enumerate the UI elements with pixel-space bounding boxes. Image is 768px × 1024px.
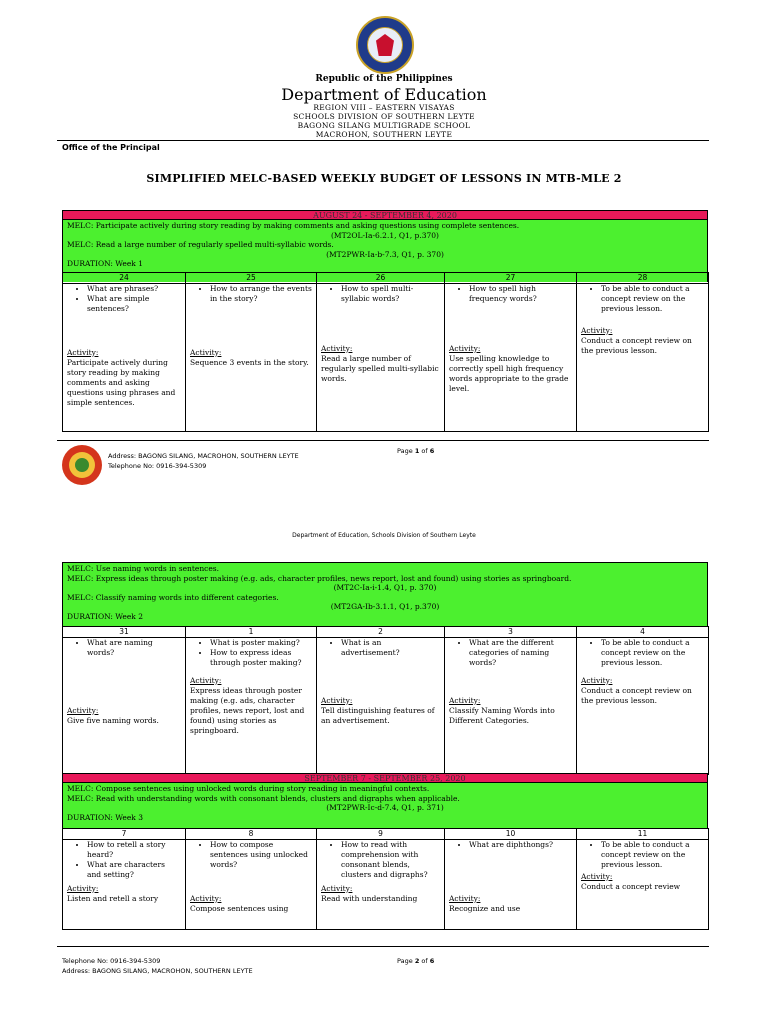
melc-text: MELC: Use naming words in sentences. bbox=[67, 564, 220, 573]
duration-label: DURATION: Week 1 bbox=[67, 259, 143, 268]
date-range-bar: SEPTEMBER 7 - SEPTEMBER 25, 2020 bbox=[62, 773, 708, 783]
republic-text: Republic of the Philippines bbox=[315, 74, 453, 84]
activity-text: Express ideas through poster making (e.g. ads, character profiles, news report, lost and found) using stories as springboard. bbox=[190, 686, 305, 735]
day-number: 7 bbox=[63, 829, 186, 840]
objective-item: • What is poster making? bbox=[210, 638, 312, 648]
day-cell bbox=[63, 284, 186, 432]
activity-label: Activity: bbox=[449, 894, 481, 903]
objective-item: • What are phrases? bbox=[87, 284, 181, 294]
melc-text: MELC: Participate actively during story reading by making comments and asking questions using complete sentences. bbox=[67, 221, 520, 230]
date-range-bar: AUGUST 24 - SEPTEMBER 4, 2020 bbox=[62, 210, 708, 220]
melc-box bbox=[62, 562, 708, 626]
day-cell bbox=[186, 284, 317, 432]
footer-divider bbox=[57, 440, 709, 441]
activity-text: Give five naming words. bbox=[67, 716, 159, 725]
day-cell bbox=[186, 638, 317, 775]
activity-label: Activity: bbox=[67, 706, 99, 715]
day-number: 25 bbox=[186, 273, 317, 284]
day-cell bbox=[63, 840, 186, 930]
activity-text: Sequence 3 events in the story. bbox=[190, 358, 309, 367]
day-number: 26 bbox=[317, 273, 445, 284]
activity-label: Activity: bbox=[190, 676, 222, 685]
telephone-text: Telephone No: 0916-394-5309 bbox=[108, 462, 207, 470]
day-cell bbox=[63, 638, 186, 775]
day-cell bbox=[577, 840, 709, 930]
day-number: 28 bbox=[577, 273, 709, 284]
objective-item: • To be able to conduct a concept review on the previous lesson. bbox=[601, 840, 704, 870]
objective-item: • What are simple sentences? bbox=[87, 294, 181, 314]
day-cell bbox=[445, 840, 577, 930]
activity-text: Read a large number of regularly spelled multi-syllabic words. bbox=[321, 354, 439, 383]
objective-item: • How to spell multi-syllabic words? bbox=[341, 284, 440, 304]
objective-item: • To be able to conduct a concept review on the previous lesson. bbox=[601, 638, 704, 668]
activity-label: Activity: bbox=[190, 894, 222, 903]
melc-code: (MT2PWR-Ia-b-7.3, Q1, p. 370) bbox=[326, 249, 444, 259]
day-cell bbox=[317, 638, 445, 775]
melc-text: MELC: Compose sentences using unlocked words during story reading in meaningful contexts. bbox=[67, 784, 430, 793]
division-line: SCHOOLS DIVISION OF SOUTHERN LEYTE bbox=[293, 112, 475, 121]
page2-header: Department of Education, Schools Division of Southern Leyte bbox=[292, 532, 476, 539]
deped-seal-icon bbox=[356, 16, 414, 74]
day-cell bbox=[577, 284, 709, 432]
activity-label: Activity: bbox=[449, 344, 481, 353]
school-line: BAGONG SILANG MULTIGRADE SCHOOL bbox=[297, 121, 471, 130]
melc-box bbox=[62, 783, 708, 828]
activity-label: Activity: bbox=[449, 696, 481, 705]
melc-code: (MT2GA-Ib-3.1.1, Q1, p.370) bbox=[330, 602, 440, 611]
day-cell bbox=[577, 638, 709, 775]
document-title: SIMPLIFIED MELC-BASED WEEKLY BUDGET OF LESSONS IN MTB-MLE 2 bbox=[146, 172, 622, 185]
activity-label: Activity: bbox=[321, 884, 353, 893]
activity-label: Activity: bbox=[581, 676, 613, 685]
activity-text: Conduct a concept review on the previous lesson. bbox=[581, 336, 692, 355]
page-number: Page 1 of 6 bbox=[397, 447, 435, 455]
activity-text: Use spelling knowledge to correctly spell high frequency words appropriate to the grade level. bbox=[449, 354, 569, 393]
week2-table bbox=[62, 626, 709, 775]
activity-label: Activity: bbox=[321, 344, 353, 353]
melc-text: MELC: Classify naming words into different categories. bbox=[67, 592, 279, 602]
objective-item: • How to express ideas through poster making? bbox=[210, 648, 312, 668]
address-text: Address: BAGONG SILANG, MACROHON, SOUTHERN LEYTE bbox=[62, 967, 253, 975]
activity-text: Conduct a concept review bbox=[581, 882, 681, 891]
day-number: 10 bbox=[445, 829, 577, 840]
week3-block bbox=[62, 773, 708, 828]
activity-label: Activity: bbox=[581, 326, 613, 335]
day-cell bbox=[445, 638, 577, 775]
day-number: 2 bbox=[317, 627, 445, 638]
melc-text: MELC: Express ideas through poster making (e.g. ads, character profiles, news report, lost and found) using stories as springboard. bbox=[67, 573, 572, 583]
day-cell bbox=[445, 284, 577, 432]
day-number: 4 bbox=[577, 627, 709, 638]
activity-text: Listen and retell a story bbox=[67, 894, 159, 903]
activity-label: Activity: bbox=[190, 348, 222, 357]
day-number: 9 bbox=[317, 829, 445, 840]
objective-item: • How to compose sentences using unlocked words? bbox=[210, 840, 312, 870]
objective-item: • How to arrange the events in the story? bbox=[210, 284, 312, 304]
day-number: 27 bbox=[445, 273, 577, 284]
day-number: 11 bbox=[577, 829, 709, 840]
activity-label: Activity: bbox=[67, 884, 99, 893]
melc-code: (MT2OL-Ia-6.2.1, Q1, p.370) bbox=[331, 230, 439, 240]
objective-item: • How to read with comprehension with consonant blends, clusters and digraphs? bbox=[341, 840, 440, 880]
activity-label: Activity: bbox=[67, 348, 99, 357]
week3-table bbox=[62, 828, 709, 930]
objective-item: • How to retell a story heard? bbox=[87, 840, 181, 860]
page-number: Page 2 of 6 bbox=[397, 957, 435, 965]
day-number: 1 bbox=[186, 627, 317, 638]
department-title: Department of Education bbox=[281, 85, 487, 104]
activity-label: Activity: bbox=[581, 872, 613, 881]
activity-text: Classify Naming Words into Different Categories. bbox=[449, 706, 555, 725]
activity-text: Recognize and use bbox=[449, 904, 521, 913]
duration-label: DURATION: Week 3 bbox=[67, 812, 143, 822]
school-logo-icon bbox=[62, 445, 102, 485]
day-number: 3 bbox=[445, 627, 577, 638]
location-line: MACROHON, SOUTHERN LEYTE bbox=[315, 130, 453, 139]
week1-table bbox=[62, 272, 709, 432]
activity-label: Activity: bbox=[321, 696, 353, 705]
objective-item: • What are naming words? bbox=[87, 638, 181, 658]
footer-divider bbox=[57, 946, 709, 947]
objective-item: • What are characters and setting? bbox=[87, 860, 181, 880]
melc-code: (MT2C-Ia-i-1.4, Q1, p. 370) bbox=[333, 583, 437, 592]
objective-item: • To be able to conduct a concept review on the previous lesson. bbox=[601, 284, 704, 314]
telephone-text: Telephone No: 0916-394-5309 bbox=[62, 957, 161, 965]
melc-text: MELC: Read a large number of regularly spelled multi-syllabic words. bbox=[67, 240, 334, 249]
address-text: Address: BAGONG SILANG, MACROHON, SOUTHERN LEYTE bbox=[108, 452, 299, 460]
objective-item: • What are diphthongs? bbox=[469, 840, 572, 850]
day-number: 31 bbox=[63, 627, 186, 638]
office-label: Office of the Principal bbox=[62, 143, 160, 152]
duration-label: DURATION: Week 2 bbox=[67, 611, 143, 621]
activity-text: Tell distinguishing features of an advertisement. bbox=[321, 706, 435, 725]
activity-text: Compose sentences using bbox=[190, 904, 289, 913]
day-number: 24 bbox=[63, 273, 186, 284]
melc-code: (MT2PWR-Ic-d-7.4, Q1, p. 371) bbox=[326, 803, 444, 812]
region-line: REGION VIII – EASTERN VISAYAS bbox=[313, 103, 455, 112]
objective-item: • What is an advertisement? bbox=[341, 638, 440, 658]
day-number: 8 bbox=[186, 829, 317, 840]
day-cell bbox=[317, 840, 445, 930]
objective-item: • What are the different categories of naming words? bbox=[469, 638, 572, 668]
objective-item: • How to spell high frequency words? bbox=[469, 284, 572, 304]
day-cell bbox=[317, 284, 445, 432]
header-divider bbox=[57, 140, 709, 141]
day-cell bbox=[186, 840, 317, 930]
activity-text: Read with understanding bbox=[321, 894, 418, 903]
activity-text: Conduct a concept review on the previous lesson. bbox=[581, 686, 692, 705]
melc-text: MELC: Read with understanding words with consonant blends, clusters and digraphs when applicable. bbox=[67, 793, 460, 803]
activity-text: Participate actively during story reading by making comments and asking questions using phrases and simple sentences. bbox=[67, 358, 176, 407]
